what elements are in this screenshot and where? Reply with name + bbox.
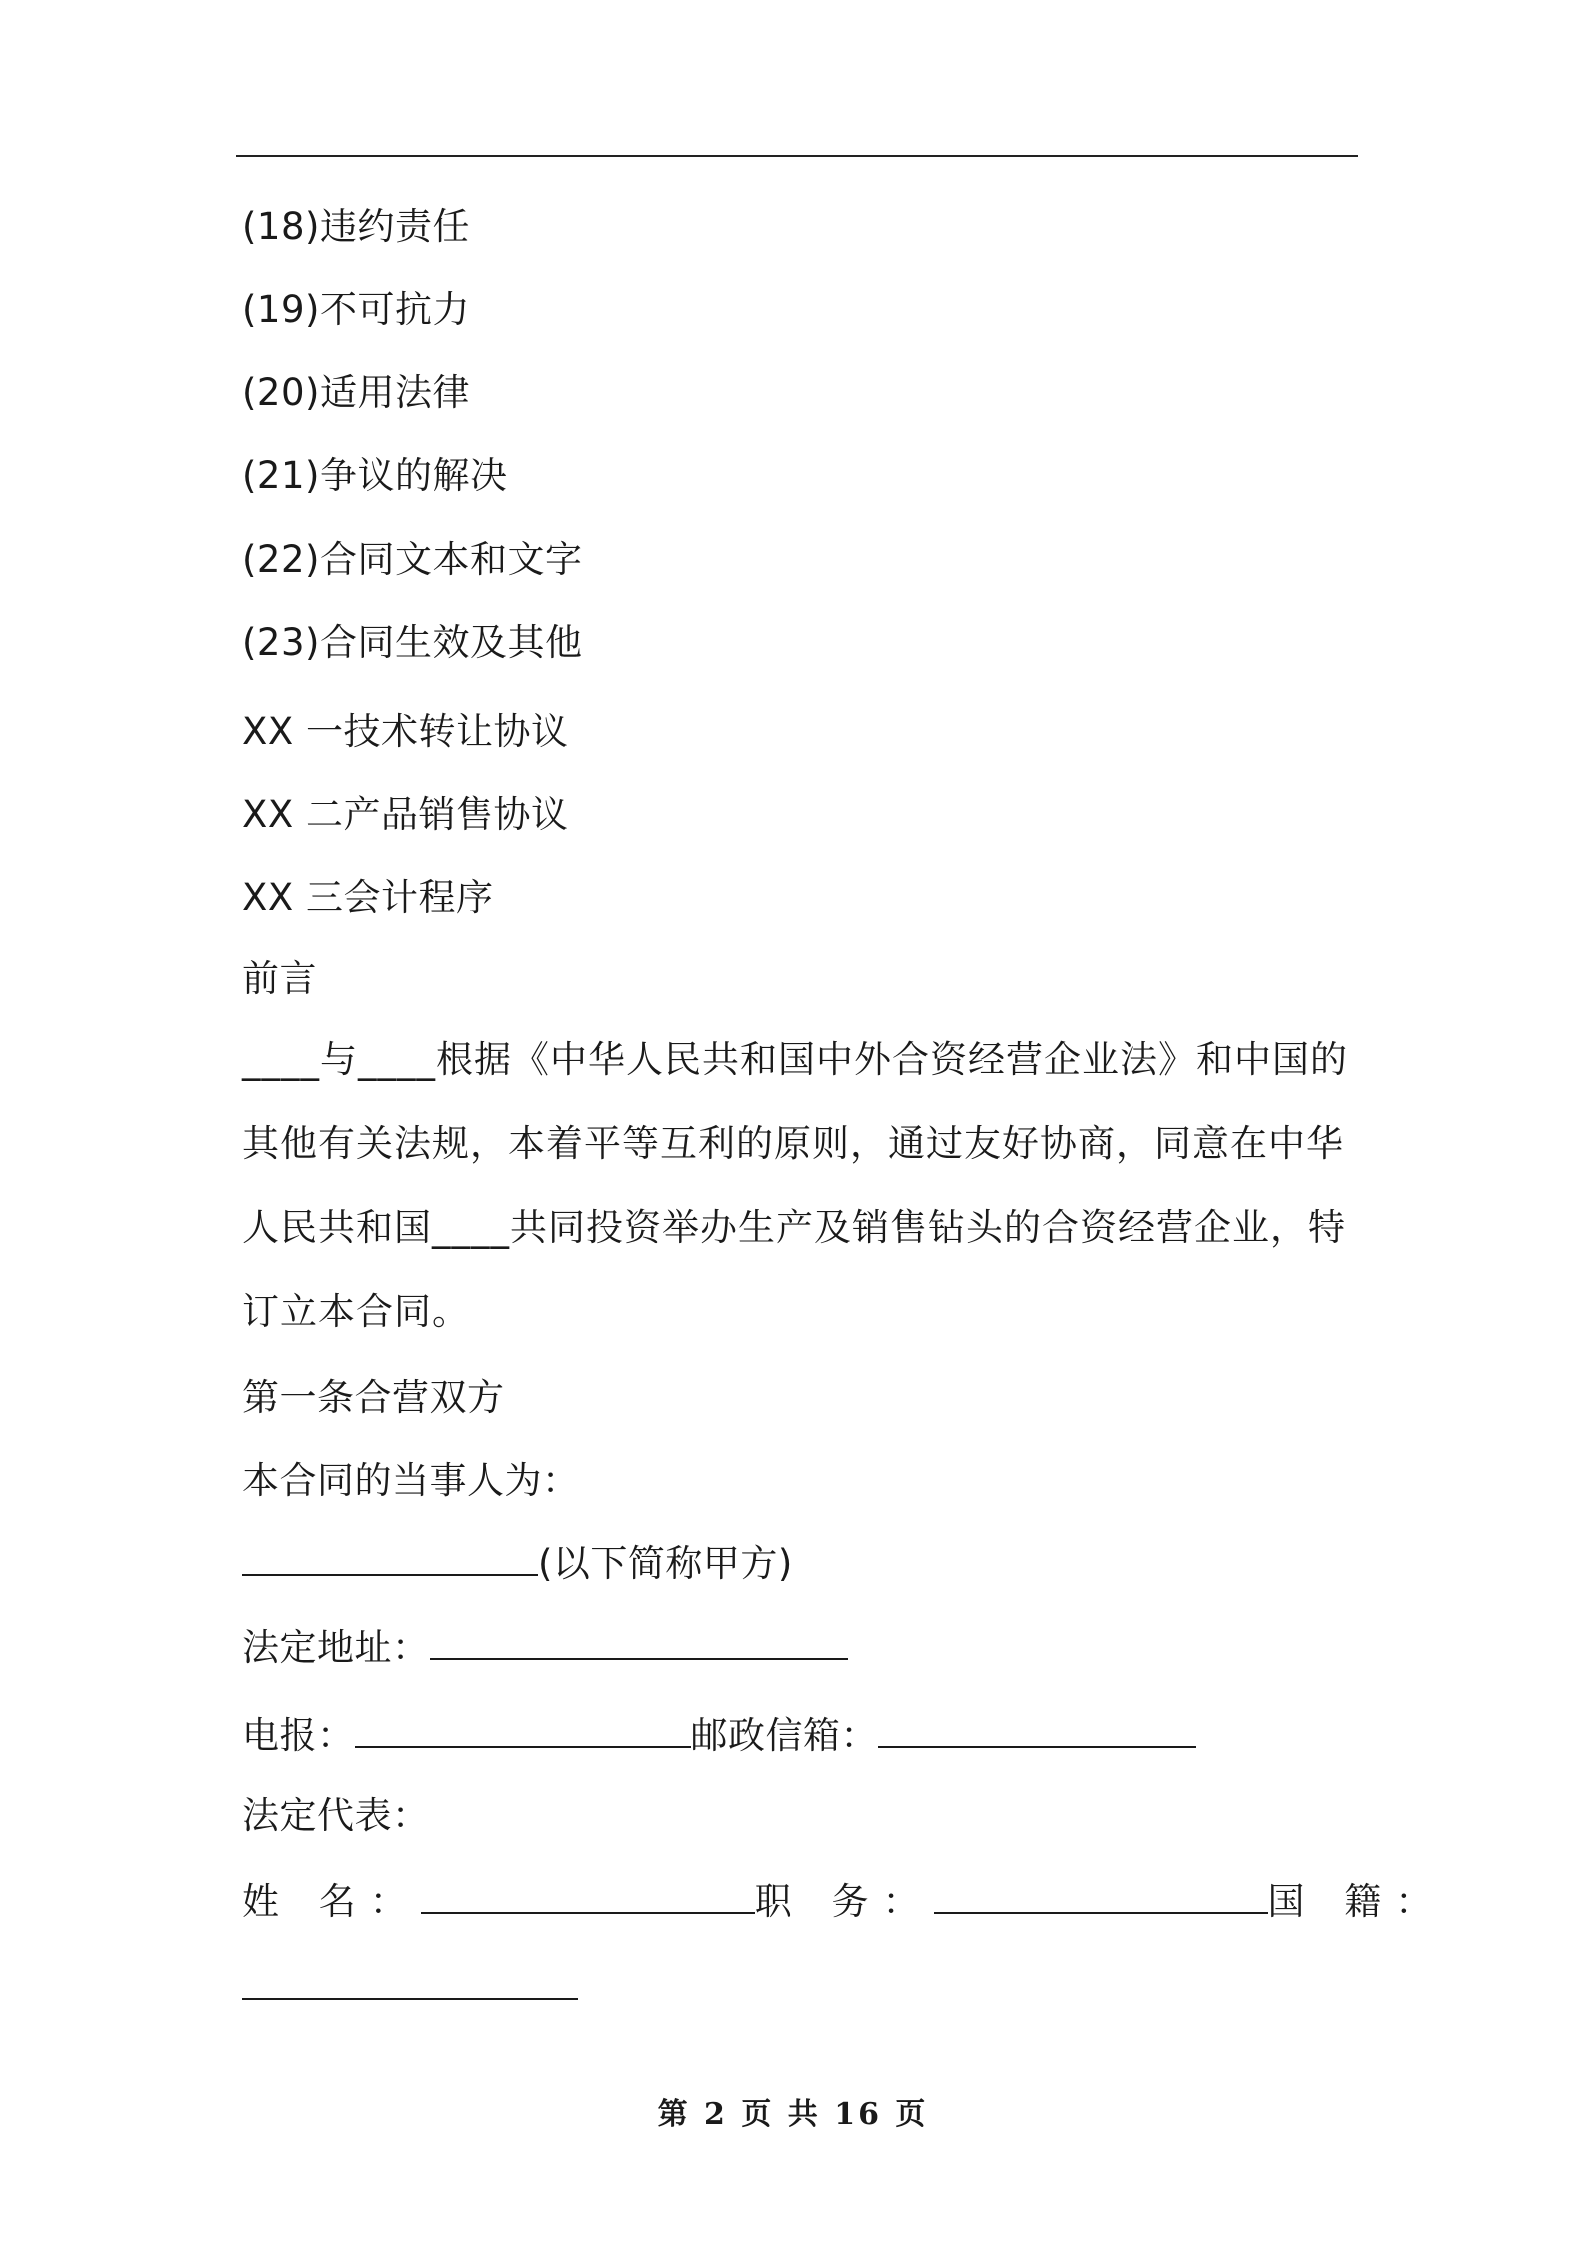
postal-blank[interactable] [878, 1716, 1196, 1748]
legal-address-line [242, 1624, 848, 1672]
legal-address-blank[interactable] [430, 1628, 848, 1660]
toc-item: (21)争议的解决 [242, 454, 508, 497]
party-a-line [242, 1540, 793, 1588]
page-number: 第 2 页 共 16 页 [657, 2097, 929, 2132]
legal-address-label: 法定地址： [242, 1626, 430, 1669]
rep-details-line [242, 1878, 1446, 1926]
header-rule [236, 155, 1358, 157]
toc-item: (22)合同文本和文字 [242, 538, 583, 581]
preface-title: 前言 [242, 957, 317, 1000]
position-label: 职 务： [754, 1880, 934, 1923]
party-a-suffix: (以下简称甲方) [538, 1542, 793, 1585]
annex-item: XX 二产品销售协议 [242, 793, 569, 836]
position-blank[interactable] [934, 1882, 1268, 1914]
name-label: 姓 名： [242, 1880, 421, 1923]
legal-rep-label: 法定代表： [242, 1794, 430, 1837]
postal-label: 邮政信箱： [690, 1714, 878, 1757]
annex-item: XX 一技术转让协议 [242, 710, 569, 753]
toc-item: (19)不可抗力 [242, 288, 470, 331]
nationality-label: 国 籍： [1267, 1880, 1447, 1923]
preface-body: ____与____根据《中华人民共和国中外合资经营企业法》和中国的其他有关法规，本着平等互利的原则，通过友好协商，同意在中华人民共和国____共同投资举办生产及销售钻头的合资经营企业，特订立本合同。 [242, 1038, 1348, 1333]
toc-item: (20)适用法律 [242, 371, 470, 414]
telegram-blank[interactable] [355, 1716, 691, 1748]
article-title: 第一条合营双方 [242, 1376, 505, 1419]
toc-item: (23)合同生效及其他 [242, 621, 583, 664]
party-a-name-blank[interactable] [242, 1544, 538, 1576]
annex-item: XX 三会计程序 [242, 876, 494, 919]
telegram-label: 电报： [242, 1714, 355, 1757]
parties-intro: 本合同的当事人为： [242, 1459, 580, 1502]
name-blank[interactable] [421, 1882, 755, 1914]
contact-line [242, 1712, 1196, 1760]
toc-item: (18)违约责任 [242, 205, 470, 248]
nationality-line [242, 1964, 578, 2012]
nationality-blank[interactable] [242, 1968, 578, 2000]
